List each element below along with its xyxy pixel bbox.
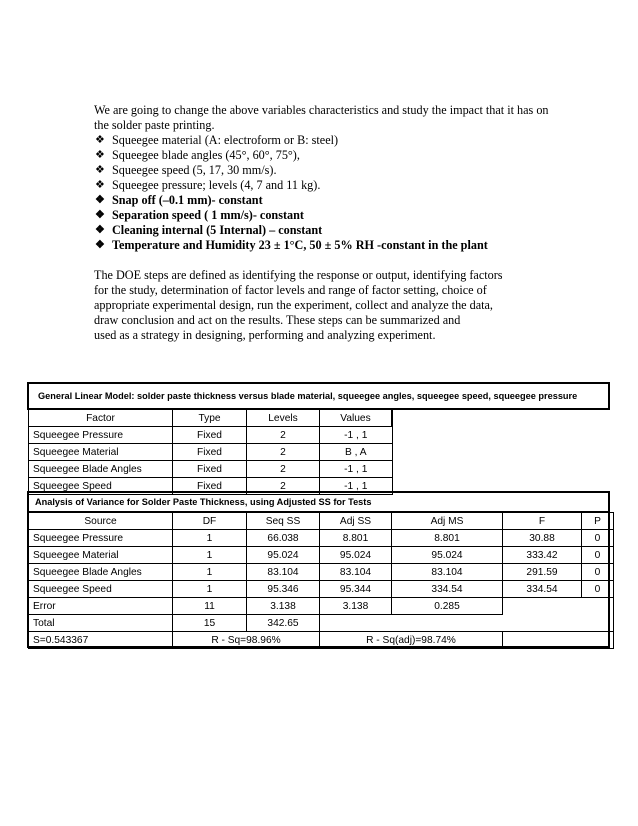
table-cell: -1 , 1 (320, 478, 393, 495)
list-item: ❖ Squeegee blade angles (45°, 60°, 75°), (95, 148, 300, 162)
column-header: Type (173, 410, 247, 427)
table-cell: 291.59 (503, 564, 582, 581)
table-cell: 30.88 (503, 530, 582, 547)
table-row (29, 530, 614, 547)
table-row (29, 581, 614, 598)
table-cell (392, 615, 503, 632)
list-item: ❖ Squeegee speed (5, 17, 30 mm/s). (95, 163, 277, 177)
table-cell: B , A (320, 444, 393, 461)
table-row (29, 461, 393, 478)
table-cell: 11 (173, 598, 247, 615)
table-cell (320, 615, 392, 632)
table-cell: 15 (173, 615, 247, 632)
diamond-bullet-icon: ❖ (95, 179, 105, 191)
table-cell: 0 (582, 581, 614, 598)
table-cell: 83.104 (392, 564, 503, 581)
table-cell: 95.024 (392, 547, 503, 564)
list-item: ❖ Snap off (–0.1 mm)- constant (95, 193, 263, 207)
table-cell: Error (29, 598, 173, 615)
table-cell: 1 (173, 530, 247, 547)
diamond-bullet-icon: ❖ (95, 194, 105, 206)
list-item: ❖ Separation speed ( 1 mm/s)- constant (95, 208, 304, 222)
table-cell: Squeegee Pressure (29, 530, 173, 547)
table-cell: Squeegee Material (29, 444, 173, 461)
table-cell: 0 (582, 547, 614, 564)
table-cell: Squeegee Speed (29, 581, 173, 598)
column-header: Values (320, 410, 393, 427)
table-cell: Fixed (173, 444, 247, 461)
anova-title-box (27, 491, 610, 512)
diamond-bullet-icon: ❖ (95, 209, 105, 221)
r-sq-adj-value: R - Sq(adj)=98.74% (320, 632, 503, 649)
table-cell: 83.104 (247, 564, 320, 581)
table-cell (503, 598, 582, 615)
table-cell: 334.54 (392, 581, 503, 598)
diamond-bullet-icon: ❖ (95, 149, 105, 161)
table-cell: Squeegee Pressure (29, 427, 173, 444)
table-cell: 1 (173, 581, 247, 598)
table-row (29, 444, 393, 461)
list-item: ❖ Squeegee material (A: electroform or B: steel) (95, 133, 339, 147)
table-cell: Fixed (173, 461, 247, 478)
factor-table (28, 410, 393, 495)
table-cell (503, 632, 582, 649)
table-cell: 0.285 (392, 598, 503, 615)
table-cell: Squeegee Speed (29, 478, 173, 495)
table-row (29, 598, 614, 615)
table-header-row (29, 513, 614, 530)
table-cell: 95.024 (247, 547, 320, 564)
table-cell: 333.42 (503, 547, 582, 564)
table-cell (503, 615, 582, 632)
table-cell: 1 (173, 564, 247, 581)
column-header: Adj MS (392, 513, 503, 530)
glm-title-box (27, 382, 610, 410)
glm-title: General Linear Model: solder paste thickness versus blade material, squeegee angles, squeegee speed, squeegee pressure (38, 391, 578, 401)
table-cell: 2 (247, 461, 320, 478)
table-row (29, 547, 614, 564)
table-cell: 8.801 (392, 530, 503, 547)
table-cell: 66.038 (247, 530, 320, 547)
table-cell: 95.346 (247, 581, 320, 598)
list-item: ❖ Squeegee pressure; levels (4, 7 and 11 kg). (95, 178, 321, 192)
list-item: ❖ Cleaning internal (5 Internal) – constant (95, 223, 323, 237)
table-header-row (29, 410, 393, 427)
table-cell: 95.024 (320, 547, 392, 564)
table-cell: 1 (173, 547, 247, 564)
table-cell: 2 (247, 427, 320, 444)
table-cell: 2 (247, 444, 320, 461)
column-header: F (503, 513, 582, 530)
table-cell: 8.801 (320, 530, 392, 547)
table-row (29, 427, 393, 444)
table-cell: Fixed (173, 478, 247, 495)
summary-row (29, 632, 614, 649)
table-cell: 0 (582, 564, 614, 581)
doe-steps-paragraph: The DOE steps are defined as identifying the response or output, identifying factors for the study, determination of factor levels and range of factor setting, choice of appropriate experimental design, run the experiment, collect and analyze the data, draw conclusion and act on the results. These steps can be summarized and used as a strategy in designing, performing and analyzing experiment. (94, 268, 503, 342)
table-cell (582, 615, 614, 632)
table-row (29, 564, 614, 581)
anova-table (28, 512, 614, 649)
table-cell: 334.54 (503, 581, 582, 598)
table-cell: Squeegee Material (29, 547, 173, 564)
column-header: Factor (29, 410, 173, 427)
column-header: Levels (247, 410, 320, 427)
s-value: S=0.543367 (29, 632, 173, 649)
column-header: Source (29, 513, 173, 530)
diamond-bullet-icon: ❖ (95, 239, 105, 251)
table-cell: Squeegee Blade Angles (29, 461, 173, 478)
table-cell: 3.138 (247, 598, 320, 615)
table-cell (582, 632, 614, 649)
diamond-bullet-icon: ❖ (95, 224, 105, 236)
column-header: Seq SS (247, 513, 320, 530)
r-sq-value: R - Sq=98.96% (173, 632, 320, 649)
diamond-bullet-icon: ❖ (95, 164, 105, 176)
table-cell: 3.138 (320, 598, 392, 615)
anova-title: Analysis of Variance for Solder Paste Thickness, using Adjusted SS for Tests (35, 497, 372, 507)
intro-text (94, 103, 554, 343)
table-cell: 95.344 (320, 581, 392, 598)
intro-paragraph: We are going to change the above variables characteristics and study the impact that it has on the solder paste printing. (94, 103, 549, 132)
table-cell: 2 (247, 478, 320, 495)
column-header: DF (173, 513, 247, 530)
table-cell (582, 598, 614, 615)
column-header: Adj SS (320, 513, 392, 530)
table-row (29, 615, 614, 632)
table-cell: -1 , 1 (320, 461, 393, 478)
table-cell: Total (29, 615, 173, 632)
table-cell: 342.65 (247, 615, 320, 632)
diamond-bullet-icon: ❖ (95, 134, 105, 146)
table-cell: 83.104 (320, 564, 392, 581)
table-cell: -1 , 1 (320, 427, 393, 444)
table-cell: 0 (582, 530, 614, 547)
column-header: P (582, 513, 614, 530)
table-cell: Fixed (173, 427, 247, 444)
table-cell: Squeegee Blade Angles (29, 564, 173, 581)
variable-list (94, 133, 554, 253)
list-item: ❖ Temperature and Humidity 23 ± 1°C, 50 ± 5% RH -constant in the plant (95, 238, 488, 252)
